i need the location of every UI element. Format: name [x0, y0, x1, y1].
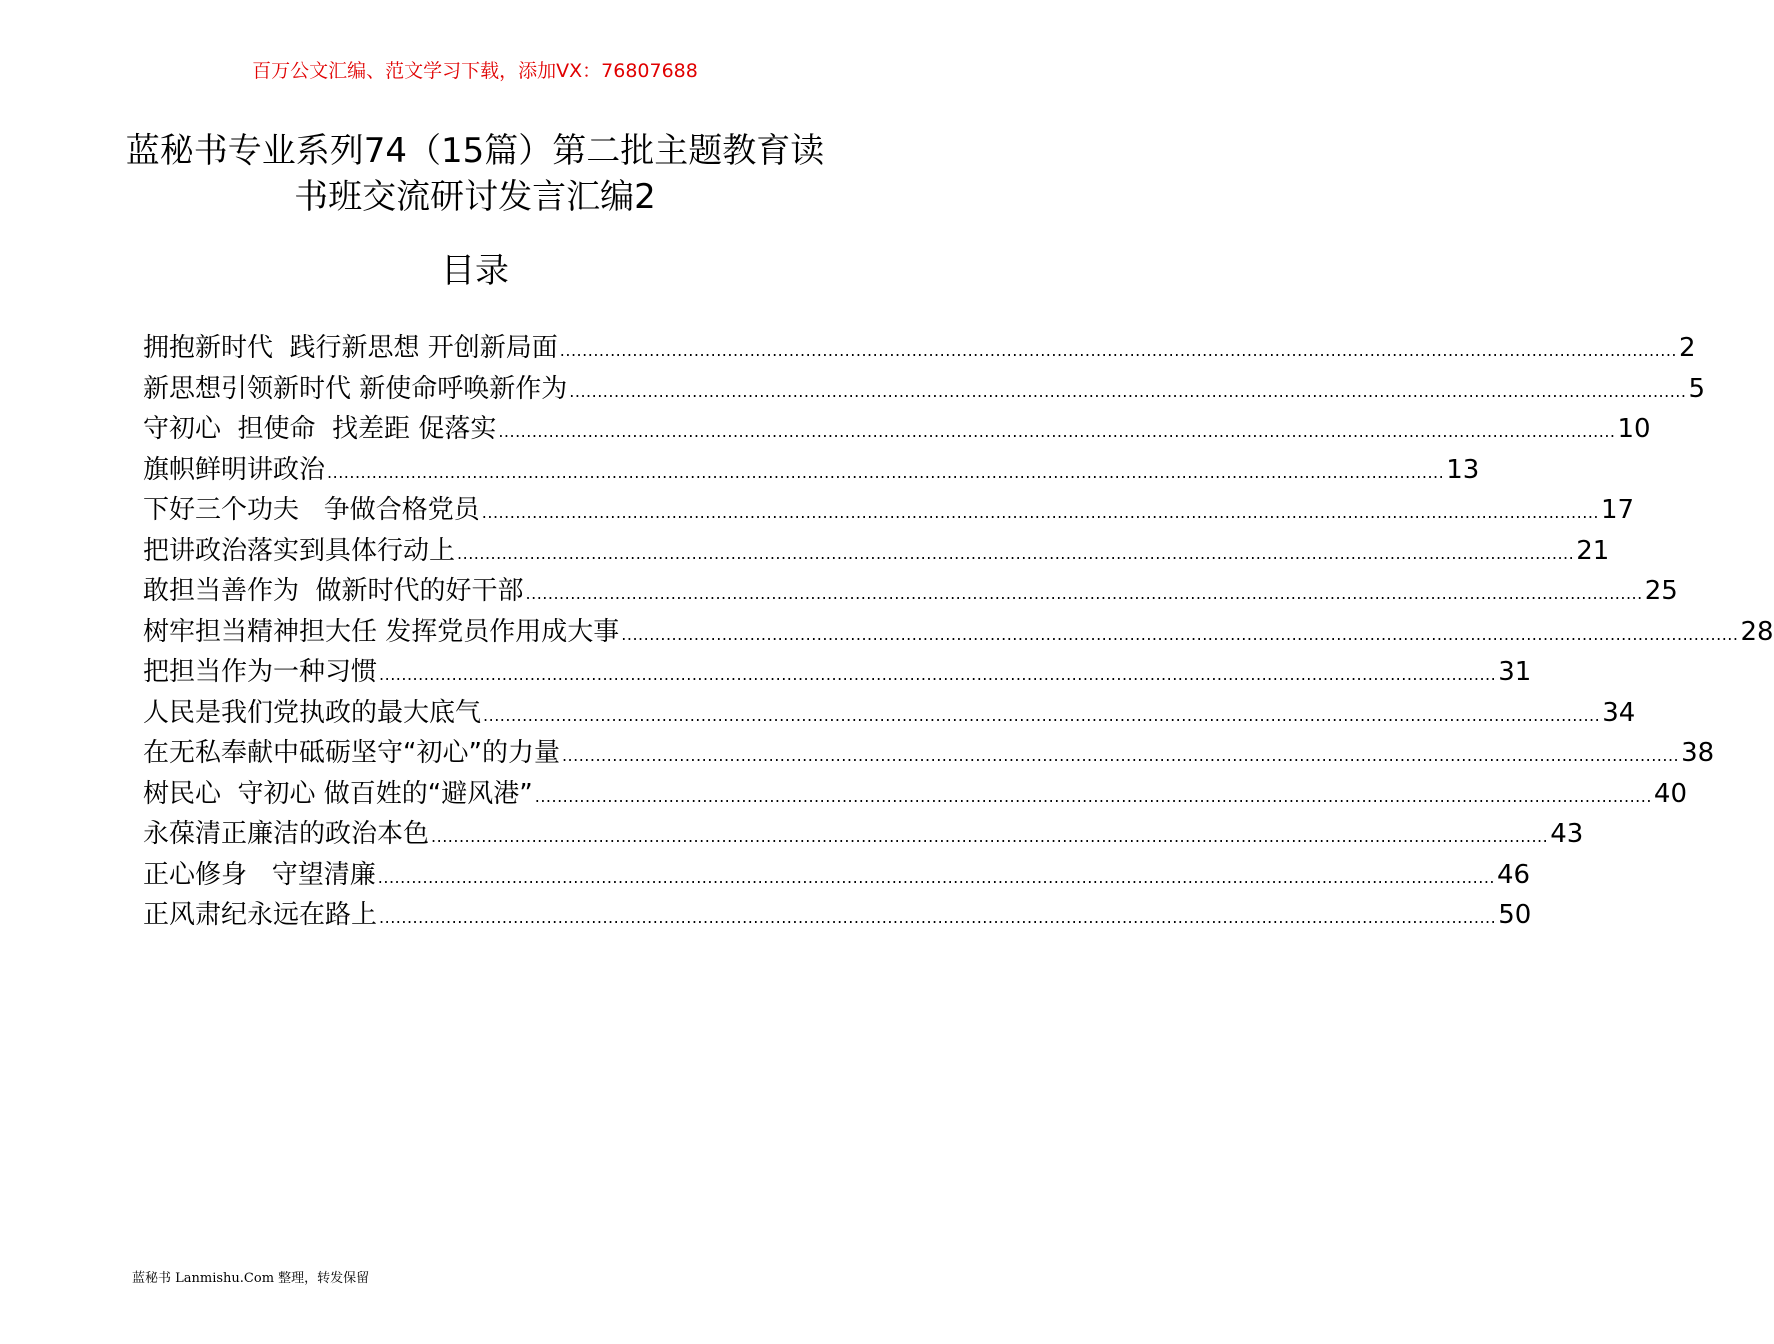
toc-leader-dots: ........................................................................................................................................................................................................	[379, 665, 1497, 684]
toc-entry-title: 树牢担当精神担大任 发挥党员作用成大事	[143, 616, 620, 647]
toc-entry-page: 46	[1496, 859, 1531, 890]
toc-entry[interactable]	[143, 450, 1480, 491]
toc-leader-dots: ........................................................................................................................................................................................................	[621, 624, 1739, 644]
toc-entry-title: 守初心 担使命 找差距 促落实	[143, 414, 497, 444]
toc-entry[interactable]	[143, 490, 1635, 531]
table-of-contents	[143, 328, 1774, 936]
toc-entry-page: 31	[1498, 657, 1532, 687]
toc-leader-dots: ........................................................................................................................................................................................................	[525, 584, 1643, 603]
toc-entry-page: 34	[1602, 697, 1636, 728]
toc-entry[interactable]	[143, 409, 1651, 450]
toc-entry-page: 5	[1688, 373, 1705, 404]
toc-entry-page: 43	[1550, 819, 1584, 849]
toc-entry-title: 敢担当善作为 做新时代的好干部	[143, 576, 524, 606]
toc-entry-page: 50	[1498, 900, 1532, 930]
toc-entry[interactable]	[143, 571, 1678, 612]
document-title: 蓝秘书专业系列74（15篇）第二批主题教育读书班交流研讨发言汇编2	[125, 131, 825, 217]
toc-entry-title: 永葆清正廉洁的政治本色	[143, 819, 430, 849]
toc-entry-page: 17	[1600, 495, 1635, 525]
toc-entry-title: 人民是我们党执政的最大底气	[143, 697, 482, 728]
toc-leader-dots: ........................................................................................................................................................................................................	[534, 786, 1652, 806]
toc-entry-page: 38	[1681, 738, 1715, 768]
toc-entry[interactable]	[143, 855, 1531, 896]
toc-entry-title: 正风肃纪永远在路上	[143, 900, 378, 930]
toc-leader-dots: ........................................................................................................................................................................................................	[481, 503, 1599, 522]
toc-entry-page: 25	[1644, 576, 1678, 606]
toc-entry-title: 新思想引领新时代 新使命呼唤新作为	[143, 373, 568, 404]
toc-entry-page: 10	[1617, 414, 1651, 444]
toc-entry[interactable]	[143, 814, 1584, 855]
toc-leader-dots: ........................................................................................................................................................................................................	[379, 908, 1497, 927]
toc-entry-title: 在无私奉献中砥砺坚守“初心”的力量	[143, 738, 560, 768]
toc-leader-dots: ........................................................................................................................................................................................................	[483, 705, 1601, 725]
toc-leader-dots: ........................................................................................................................................................................................................	[569, 381, 1687, 401]
toc-entry[interactable]	[143, 531, 1610, 572]
toc-entry-page: 2	[1678, 333, 1696, 363]
toc-entry-title: 树民心 守初心 做百姓的“避风港”	[143, 778, 533, 809]
toc-entry[interactable]	[143, 328, 1696, 369]
header-note: 百万公文汇编、范文学习下载，添加VX：76807688	[252, 60, 698, 82]
toc-heading: 目录	[441, 251, 509, 291]
toc-entry-page: 13	[1446, 454, 1480, 485]
toc-entry[interactable]	[143, 693, 1636, 734]
toc-entry[interactable]	[143, 774, 1688, 815]
toc-entry[interactable]	[143, 369, 1705, 410]
toc-entry[interactable]	[143, 733, 1715, 774]
toc-entry-title: 正心修身 守望清廉	[143, 859, 376, 890]
toc-entry-title: 把担当作为一种习惯	[143, 657, 378, 687]
toc-entry-page: 28	[1740, 616, 1774, 647]
toc-leader-dots: ........................................................................................................................................................................................................	[327, 462, 1445, 482]
toc-leader-dots: ........................................................................................................................................................................................................	[498, 422, 1616, 441]
toc-entry-title: 旗帜鲜明讲政治	[143, 454, 326, 485]
toc-leader-dots: ........................................................................................................................................................................................................	[431, 827, 1549, 846]
footer-note: 蓝秘书 Lanmishu.Com 整理，转发保留	[132, 1271, 370, 1286]
toc-entry[interactable]	[143, 612, 1774, 653]
toc-entry-title: 下好三个功夫 争做合格党员	[143, 495, 480, 525]
toc-entry-page: 40	[1653, 778, 1688, 809]
toc-leader-dots: ........................................................................................................................................................................................................	[559, 341, 1677, 360]
toc-leader-dots: ........................................................................................................................................................................................................	[377, 867, 1495, 887]
toc-entry-title: 拥抱新时代 践行新思想 开创新局面	[143, 333, 558, 363]
toc-leader-dots: ........................................................................................................................................................................................................	[457, 543, 1575, 563]
toc-entry[interactable]	[143, 895, 1532, 936]
toc-entry-title: 把讲政治落实到具体行动上	[143, 535, 456, 566]
toc-entry[interactable]	[143, 652, 1532, 693]
toc-entry-page: 21	[1576, 535, 1610, 566]
toc-leader-dots: ........................................................................................................................................................................................................	[561, 746, 1680, 765]
